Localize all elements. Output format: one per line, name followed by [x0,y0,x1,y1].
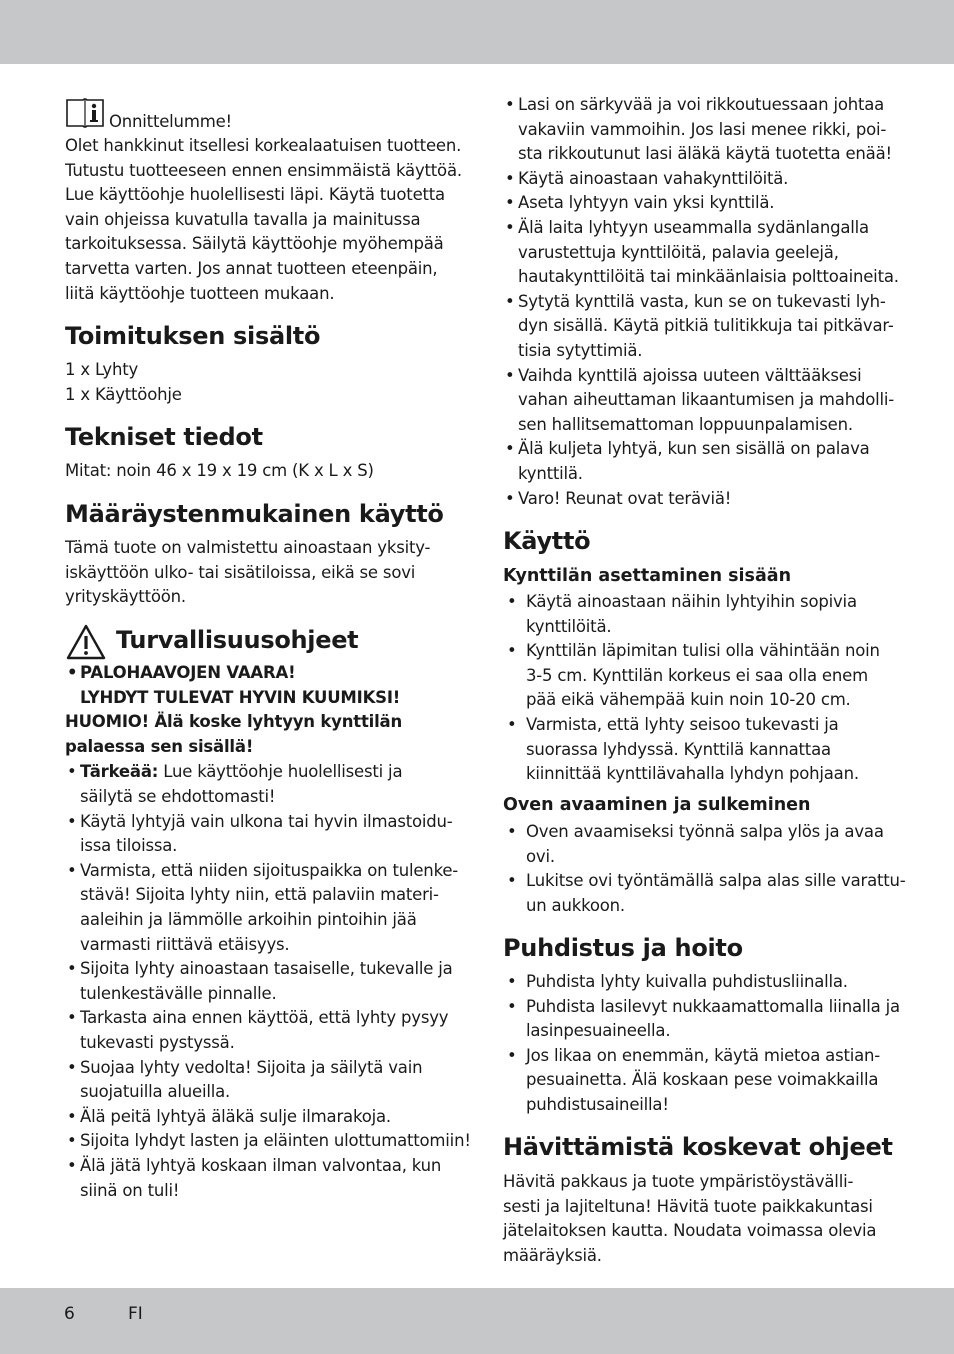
safety-bullet-line: sta rikkoutunut lasi äläkä käytä tuotetta enää! [518,144,892,164]
safety-bullet-line: Sytytä kynttilä vasta, kun se on tukevasti lyh- [518,291,886,311]
subheading-candle: Kynttilän asettaminen sisään [503,566,792,586]
intro-line: tarkoituksessa. Säilytä käyttöohje myöhempää [65,234,444,254]
contents-item: 1 x Lyhty [65,360,139,379]
bullet-dot: • [507,641,517,661]
cleaning-bullet-line: Puhdista lyhty kuivalla puhdistusliinalla. [526,972,848,991]
bullet-dot: • [505,193,515,213]
safety-bullet-line: Aseta lyhtyyn vain yksi kynttilä. [518,193,775,213]
usage-bullet-line: Lukitse ovi työntämällä salpa alas sille varattu- [526,871,906,891]
section-heading-safety: Turvallisuusohjeet [116,626,359,654]
bullet-dot: • [507,592,517,611]
bullet-dot: • [505,168,515,188]
contents-item: 1 x Käyttöohje [65,384,182,404]
usage-bullet-line: kiinnittää kynttilävahalla lyhdyn pohjaan. [526,764,859,784]
bullet-dot: • [67,663,78,682]
bullet-dot: • [505,439,515,459]
safety-bullet-line: vakaviin vammoihin. Jos lasi menee rikki, poi- [518,119,887,139]
greeting: Onnittelumme! [109,112,232,131]
disposal-line: jätelaitoksen kautta. Noudata voimassa olevia [503,1221,877,1241]
bullet-dot: • [67,1131,77,1151]
intro-line: Tutustu tuotteeseen ennen ensimmäistä käyttöä. [65,160,462,180]
warning-line: PALOHAAVOJEN VAARA! [80,663,296,682]
usage-bullet-line: Varmista, että lyhty seisoo tukevasti ja [526,715,839,734]
language-code: FI [128,1304,143,1324]
section-heading-disposal: Hävittämistä koskevat ohjeet [503,1133,893,1161]
safety-bullet-line: stävä! Sijoita lyhty niin, että palaviin materi- [80,885,439,905]
intended-use-line: Tämä tuote on valmistettu ainoastaan yksity- [65,538,431,557]
safety-bullet-line: Sijoita lyhdyt lasten ja eläinten ulottumattomiin! [80,1131,471,1151]
section-heading-cleaning: Puhdistus ja hoito [503,934,743,962]
safety-bullet-line: Lasi on särkyvää ja voi rikkoutuessaan johtaa [518,95,885,114]
safety-bullet-line: Käytä ainoastaan vahakynttilöitä. [518,168,789,188]
safety-bullet-line: Älä kuljeta lyhtyä, kun sen sisällä on palava [518,439,870,459]
safety-bullet-line: Älä jätä lyhtyä koskaan ilman valvontaa, kun [80,1156,442,1175]
bullet-dot: • [507,972,517,991]
bullet-dot: • [505,488,515,508]
section-heading-usage: Käyttö [503,527,591,555]
bullet-dot: • [507,822,517,841]
intro-line: tarvetta varten. Jos annat tuotteen eteenpäin, [65,259,438,278]
cleaning-bullet-line: puhdistusaineilla! [526,1095,669,1114]
usage-bullet-line: 3-5 cm. Kynttilän korkeus ei saa olla enem [526,665,868,685]
safety-bullet-line: kynttilä. [518,464,583,483]
bullet-dot: • [507,715,517,734]
safety-bullet-line: Varmista, että niiden sijoituspaikka on tulenke- [80,860,459,880]
info-book-icon [65,96,105,129]
bullet-dot: • [505,218,515,237]
intended-use-line: iskäyttöön ulko- tai sisätiloissa, eikä se sovi [65,562,416,582]
safety-bullet-line: Älä peitä lyhtyä äläkä sulje ilmarakoja. [80,1106,391,1126]
safety-bullet-line: issa tiloissa. [80,836,178,856]
important-note [80,760,402,785]
safety-bullet-line: siinä on tuli! [80,1180,180,1200]
intro-line: vain ohjeissa kuvatulla tavalla ja mainitussa [65,209,421,229]
top-band [0,0,954,64]
safety-bullet-line: varmasti riittävä etäisyys. [80,934,290,954]
disposal-line: sesti ja lajiteltuna! Hävitä tuote paikkakuntasi [503,1196,873,1216]
safety-bullet-line: vahan aiheuttaman likaantumisen ja mahdolli- [518,390,895,410]
safety-bullet-line: tisia sytyttimiä. [518,341,643,360]
bullet-dot: • [67,1057,77,1077]
intro-line: Lue käyttöohje huolellisesti läpi. Käytä tuotetta [65,185,445,205]
specs-line: Mitat: noin 46 x 19 x 19 cm (K x L x S) [65,461,374,480]
safety-bullet-line: Varo! Reunat ovat teräviä! [518,488,732,508]
safety-bullet-line: Sijoita lyhty ainoastaan tasaiselle, tukevalle ja [80,959,453,979]
important-label: Tärkeää: [80,762,159,781]
safety-bullet-line: Tarkasta aina ennen käyttöä, että lyhty pysyy [80,1008,449,1028]
bullet-dot: • [67,1008,77,1028]
intended-use-line: yrityskäyttöön. [65,587,186,607]
bullet-dot: • [505,291,515,311]
usage-bullet-line: Kynttilän läpimitan tulisi olla vähintään noin [526,641,880,661]
disposal-line: Hävitä pakkaus ja tuote ympäristöystävälli- [503,1172,854,1191]
cleaning-bullet-line: Jos likaa on enemmän, käytä mietoa astian- [526,1045,881,1065]
usage-bullet-line: un aukkoon. [526,895,625,915]
section-heading-contents: Toimituksen sisältö [65,322,321,350]
usage-bullet-line: pää eikä vähempää kuin noin 10-20 cm. [526,690,851,710]
usage-bullet-line: ovi. [526,846,555,866]
cleaning-bullet-line: pesuainetta. Älä koskaan pese voimakkailla [526,1070,879,1090]
safety-bullet-line: Suojaa lyhty vedolta! Sijoita ja säilytä vain [80,1057,423,1077]
safety-bullet-line: suojatuilla alueilla. [80,1082,231,1102]
bottom-band [0,1288,954,1354]
section-heading-specs: Tekniset tiedot [65,423,263,451]
safety-bullet-line: Käytä lyhtyjä vain ulkona tai hyvin ilmastoidu- [80,811,453,831]
bullet-dot: • [507,871,517,891]
safety-bullet-line: Älä laita lyhtyyn useammalla sydänlangalla [518,218,869,237]
bullet-dot: • [67,1106,77,1126]
bullet-dot: • [67,860,77,880]
usage-bullet-line: suorassa lyhdyssä. Kynttilä kannattaa [526,739,831,759]
usage-bullet-line: kynttilöitä. [526,616,612,636]
important-line2: säilytä se ehdottomasti! [80,787,276,806]
warning-line: HUOMIO! Älä koske lyhtyyn kynttilän [65,712,403,731]
usage-bullet-line: Käytä ainoastaan näihin lyhtyihin sopivia [526,592,857,611]
safety-bullet-line: dyn sisällä. Käytä pitkiä tulitikkuja tai pitkävar- [518,316,894,336]
cleaning-bullet-line: lasinpesuaineella. [526,1021,671,1041]
bullet-dot: • [505,365,515,385]
safety-bullet-line: sen hallitsemattoman loppuunpalamisen. [518,414,853,434]
bullet-dot: • [67,762,77,781]
intro-line: liitä käyttöohje tuotteen mukaan. [65,283,335,303]
warning-line: LYHDYT TULEVAT HYVIN KUUMIKSI! [80,688,401,707]
section-heading-intended-use: Määräystenmukainen käyttö [65,500,444,528]
bullet-dot: • [67,959,77,979]
warning-triangle-icon [66,624,106,660]
safety-bullet-line: aaleihin ja lämmölle arkoihin pintoihin jää [80,910,417,929]
cleaning-bullet-line: Puhdista lasilevyt nukkaamattomalla liinalla ja [526,996,900,1016]
safety-bullet-line: varustettuja kynttilöitä, palavia geelejä, [518,242,839,262]
bullet-dot: • [67,1156,77,1175]
safety-bullet-line: tukevasti pystyssä. [80,1033,235,1052]
bullet-dot: • [505,95,515,114]
safety-bullet-line: tulenkestävälle pinnalle. [80,983,277,1003]
warning-line: palaessa sen sisällä! [65,737,254,756]
disposal-line: määräyksiä. [503,1245,602,1265]
page-number: 6 [64,1304,75,1324]
intro-line: Olet hankkinut itsellesi korkealaatuisen tuotteen. [65,136,462,155]
bullet-dot: • [507,1045,517,1065]
important-text: Lue käyttöohje huolellisesti ja [158,762,403,781]
bullet-dot: • [507,996,517,1016]
usage-bullet-line: Oven avaamiseksi työnnä salpa ylös ja avaa [526,822,884,841]
safety-bullet-line: hautakynttilöitä tai minkäänlaisia polttoaineita. [518,267,899,287]
safety-bullet-line: Vaihda kynttilä ajoissa uuteen välttääksesi [518,365,862,385]
subheading-door: Oven avaaminen ja sulkeminen [503,795,811,815]
bullet-dot: • [67,811,77,831]
